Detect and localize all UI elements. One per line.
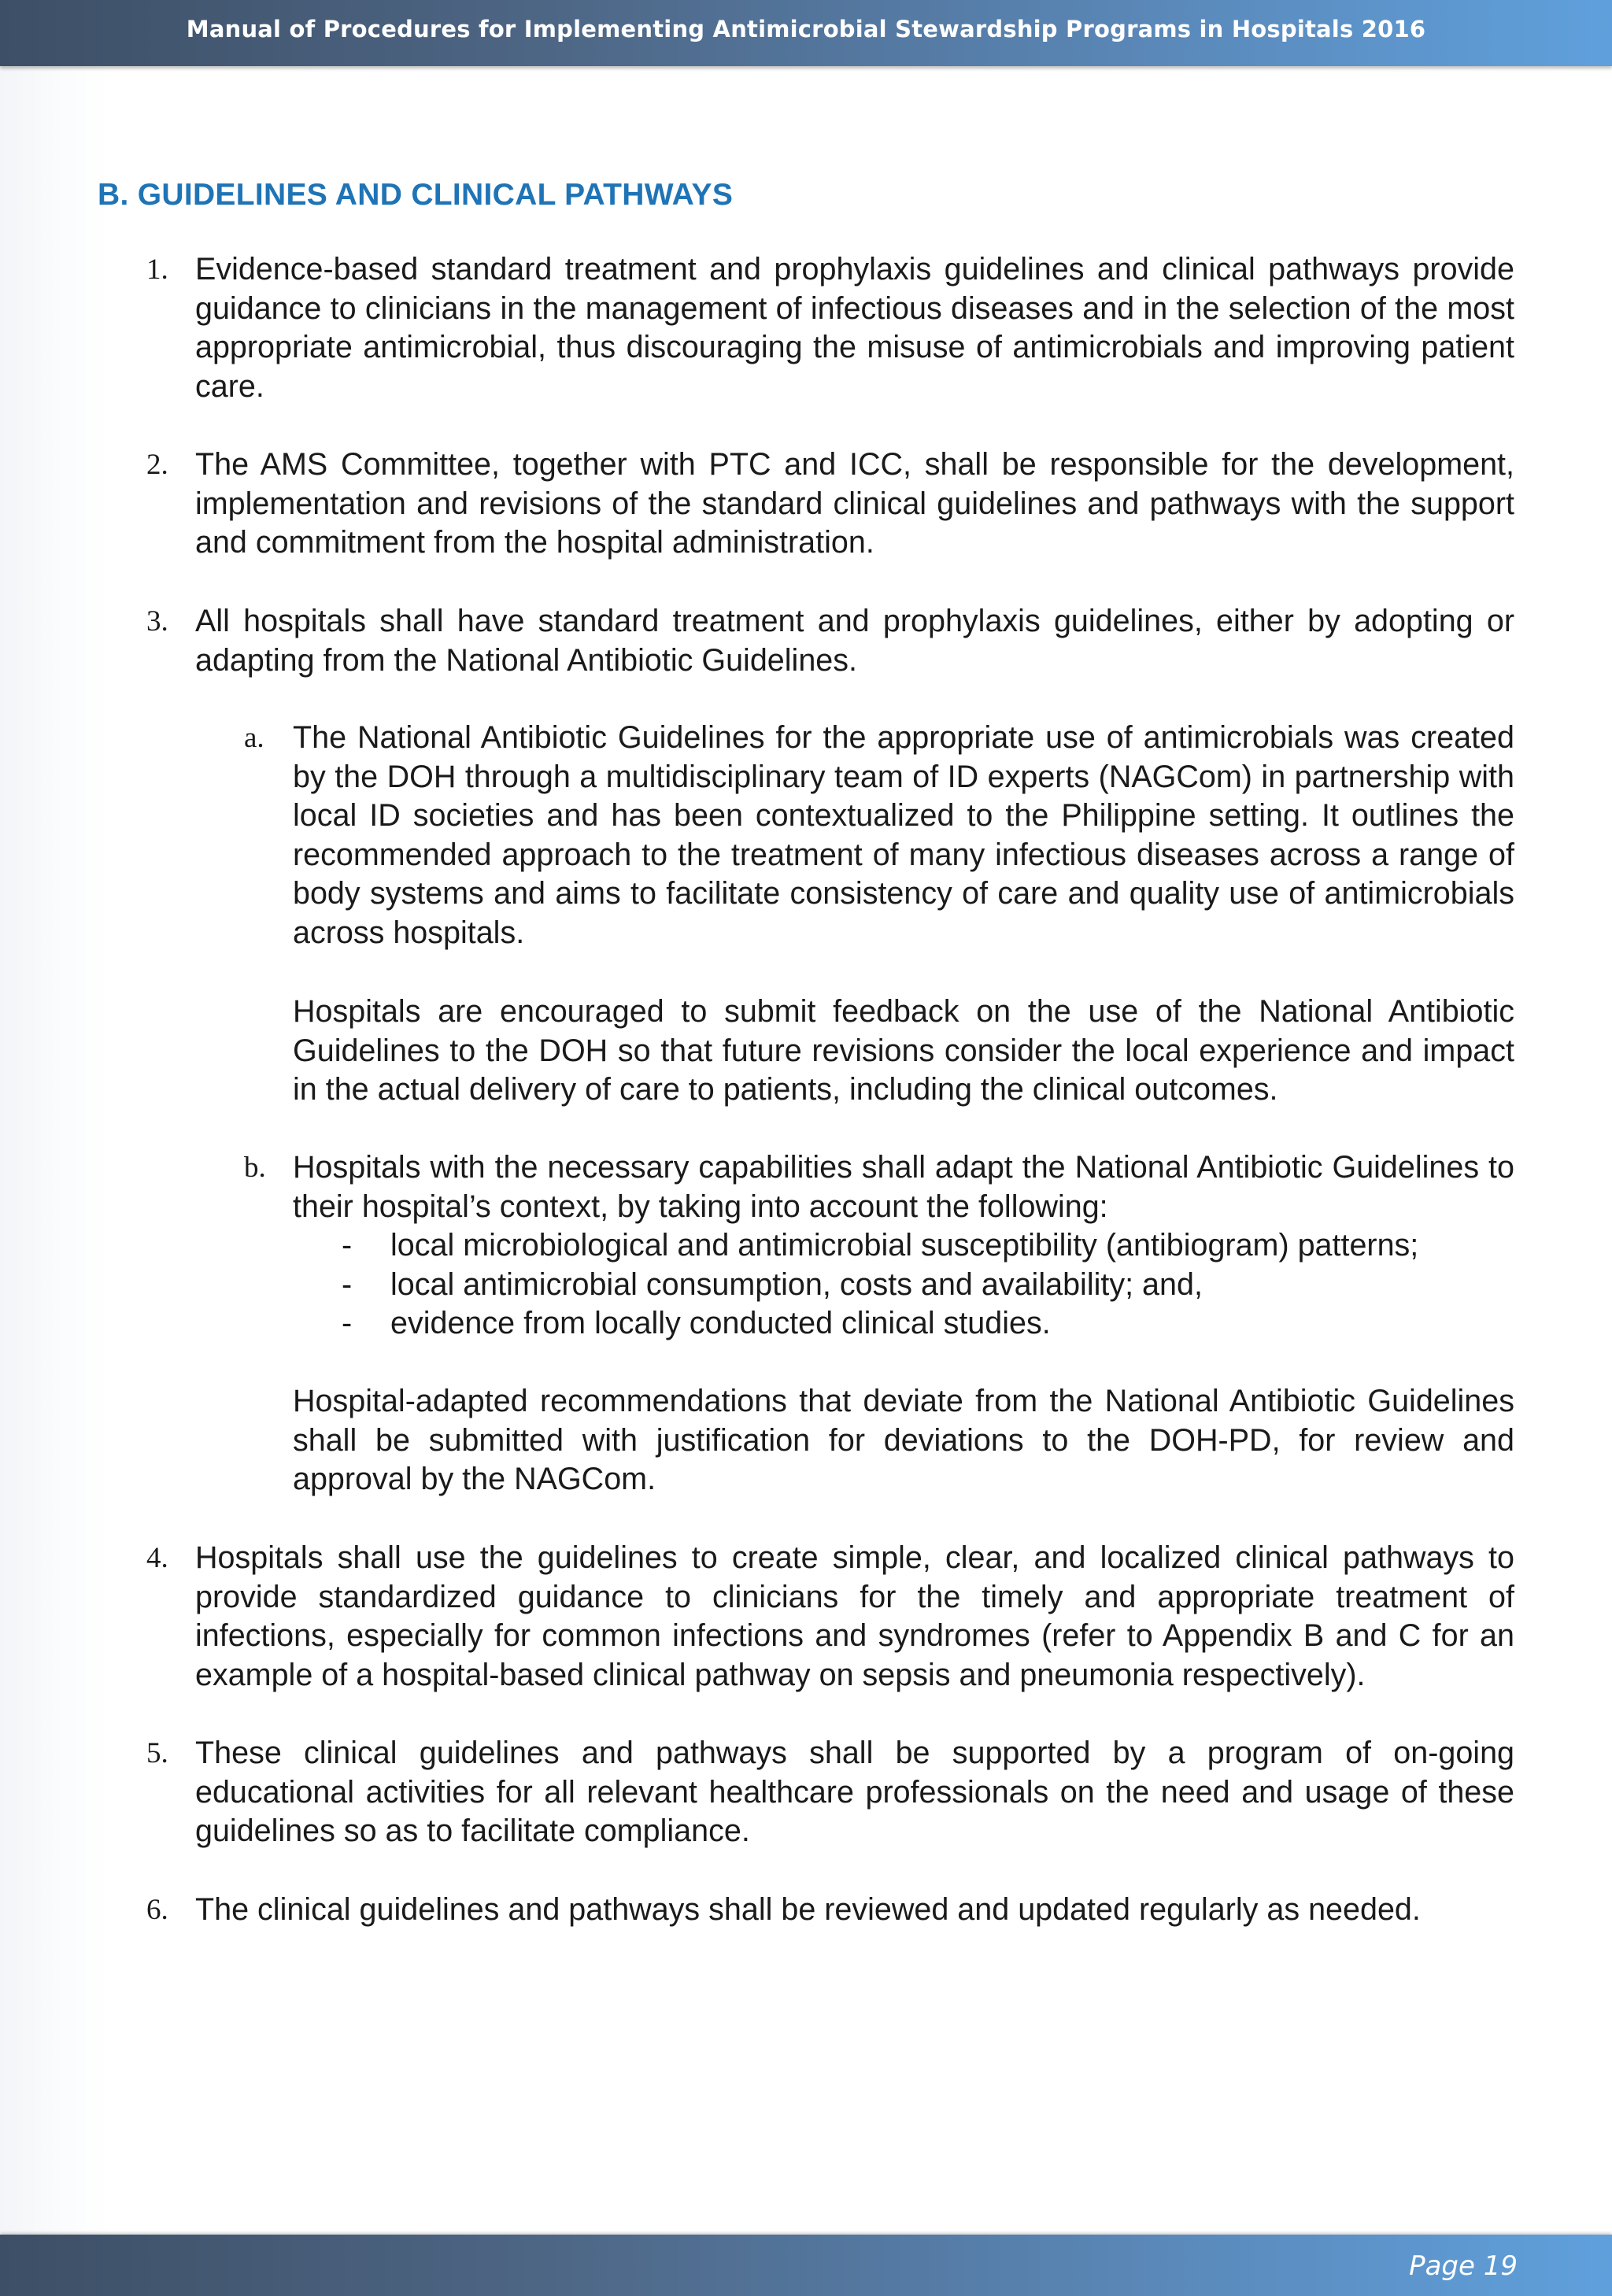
list-item-text: These clinical guidelines and pathways shall be supported by a program of on-going educational activities for all relevant healthcare professionals on the need and usage of these guidelines so as to facilitate compliance. [195, 1736, 1514, 1848]
bullet-item [342, 1226, 1516, 1266]
list-marker: 2. [146, 449, 168, 481]
bullet-text: local antimicrobial consumption, costs and availability; and, [390, 1267, 1203, 1302]
list-item-6 [146, 1891, 1514, 1930]
bullet-text: evidence from locally conducted clinical studies. [390, 1306, 1051, 1340]
left-margin-shade [0, 66, 110, 2235]
list-item-text: The AMS Committee, together with PTC and ICC, shall be responsible for the development, implementation and revisions of the standard clinical guidelines and pathways with the support and commitment from the hospital administration. [195, 447, 1514, 560]
sub-item-b [244, 1148, 1514, 1226]
list-item-text: All hospitals shall have standard treatment and prophylaxis guidelines, either by adopting or adapting from the National Antibiotic Guidelines. [195, 604, 1514, 678]
sub-item-text: The National Antibiotic Guidelines for the appropriate use of antimicrobials was created by the DOH through a multidisciplinary team of ID experts (NAGCom) in partnership with local ID societies and has been contextualized to the Philippine setting. It outlines the recommended approach to the treatment of many infectious diseases across a range of body systems and aims to facilitate consistency of care and quality use of antimicrobials across hospitals. [293, 720, 1514, 950]
list-marker: a. [244, 722, 264, 754]
list-marker: 1. [146, 253, 168, 286]
sub-item-a-followup: Hospitals are encouraged to submit feedback on the use of the National Antibiotic Guidelines to the DOH so that future revisions consider the local experience and impact in the actual delivery of care to patients, including the clinical outcomes. [293, 994, 1514, 1107]
list-item-4 [146, 1539, 1514, 1695]
page-footer-bar [0, 2235, 1612, 2296]
bullet-dash: - [342, 1306, 353, 1340]
list-marker: b. [244, 1152, 266, 1184]
list-item-2 [146, 446, 1514, 563]
list-item-text: Evidence-based standard treatment and prophylaxis guidelines and clinical pathways provide guidance to clinicians in the management of infectious diseases and in the selection of the most appropriate antimicrobial, thus discouraging the misuse of antimicrobials and improving patient care. [195, 252, 1514, 404]
section-heading: B. GUIDELINES AND CLINICAL PATHWAYS [98, 178, 734, 212]
sub-item-b-followup: Hospital-adapted recommendations that deviate from the National Antibiotic Guidelines shall be submitted with justification for deviations to the DOH-PD, for review and approval by the NAGCom. [293, 1384, 1514, 1496]
list-item-1 [146, 250, 1514, 406]
page-number: Page 19 [1409, 2250, 1518, 2282]
bullet-dash: - [342, 1228, 353, 1263]
list-item-3 [146, 602, 1514, 680]
page-header-bar [0, 0, 1612, 66]
bullet-text: local microbiological and antimicrobial susceptibility (antibiogram) patterns; [390, 1228, 1419, 1263]
list-marker: 6. [146, 1894, 168, 1926]
list-item-text: The clinical guidelines and pathways shall be reviewed and updated regularly as needed. [195, 1892, 1421, 1927]
bullet-item [342, 1266, 1516, 1305]
list-marker: 3. [146, 605, 168, 638]
bullet-dash: - [342, 1267, 353, 1302]
list-marker: 4. [146, 1542, 168, 1574]
list-item-5 [146, 1734, 1514, 1851]
bullet-item [342, 1304, 1516, 1344]
list-item-text: Hospitals shall use the guidelines to create simple, clear, and localized clinical pathways to provide standardized guidance to clinicians for the timely and appropriate treatment of infections, especially for common infections and syndromes (refer to Appendix B and C for an example of a hospital-based clinical pathway on sepsis and pneumonia respectively). [195, 1540, 1514, 1692]
sub-item-text: Hospitals with the necessary capabilities shall adapt the National Antibiotic Guidelines to their hospital’s context, by taking into account the following: [293, 1150, 1514, 1224]
sub-item-a [244, 719, 1514, 952]
list-marker: 5. [146, 1737, 168, 1769]
document-title: Manual of Procedures for Implementing Antimicrobial Stewardship Programs in Hospitals 2016 [186, 16, 1426, 43]
